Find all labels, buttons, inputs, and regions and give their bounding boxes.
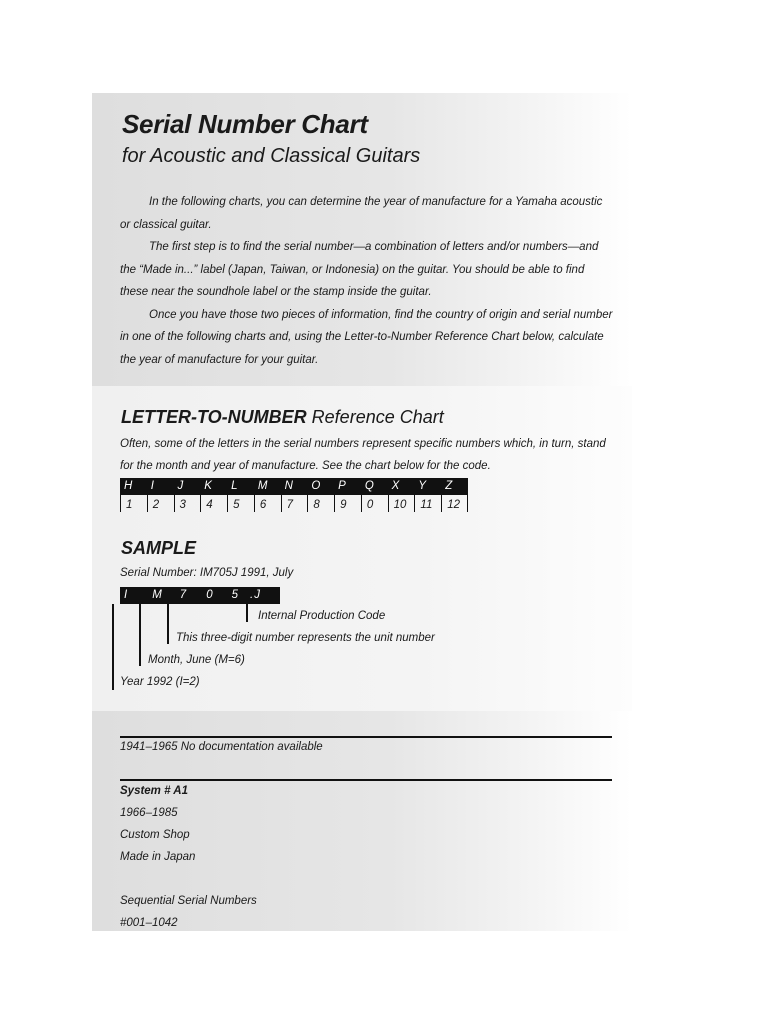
letter-cell: I bbox=[150, 480, 154, 492]
number-cell: 12 bbox=[441, 495, 468, 512]
note-production-code: Internal Production Code bbox=[258, 610, 386, 622]
month-leader-line bbox=[139, 604, 141, 666]
unit-leader-line bbox=[167, 604, 169, 644]
letter-cell: N bbox=[284, 480, 293, 492]
letter-cell: H bbox=[124, 480, 133, 492]
sample-code-bar bbox=[120, 587, 280, 604]
note-month: Month, June (M=6) bbox=[148, 654, 245, 666]
letter-cell: M bbox=[257, 480, 268, 492]
letter-cell: Y bbox=[418, 480, 427, 492]
letter-to-number-heading-bold: LETTER-TO-NUMBER bbox=[121, 407, 307, 427]
number-cell: 11 bbox=[414, 495, 441, 512]
system-a1-origin: Made in Japan bbox=[120, 851, 196, 863]
page-content bbox=[92, 93, 632, 931]
sample-char: 5 bbox=[231, 589, 239, 601]
letter-cell: J bbox=[177, 480, 184, 492]
numbers-row bbox=[120, 495, 468, 512]
sample-heading: SAMPLE bbox=[121, 538, 197, 558]
sample-char: 7 bbox=[179, 589, 187, 601]
letter-cell: P bbox=[338, 480, 346, 492]
note-year: Year 1992 (I=2) bbox=[120, 676, 200, 688]
letter-cell: X bbox=[391, 480, 400, 492]
scanned-page bbox=[92, 93, 632, 931]
system-a1-years: 1966–1985 bbox=[120, 807, 178, 819]
intro-text bbox=[120, 191, 615, 371]
number-cell: 2 bbox=[147, 495, 174, 512]
letter-cell: O bbox=[311, 480, 321, 492]
intro-paragraph: The first step is to find the serial number—a combination of letters and/or numbers—and the “Made in...” label (Japan, Taiwan, or Indonesia) on the guitar. You should be able to find these near the soundhole label or the stamp inside the guitar. bbox=[120, 241, 599, 298]
sample-char: 0 bbox=[206, 589, 213, 601]
intro-paragraph: Once you have those two pieces of information, find the country of origin and serial number in one of the following charts and, using the Letter-to-Number Reference Chart below, calculate the year of manufacture for your guitar. bbox=[120, 308, 613, 366]
year-leader-line bbox=[112, 604, 114, 690]
sample-char: . bbox=[250, 589, 254, 601]
system-a1-title: System # A1 bbox=[120, 785, 188, 797]
system-a1-serial-type: Sequential Serial Numbers bbox=[120, 895, 257, 907]
letter-cell: Z bbox=[445, 480, 453, 492]
letter-to-number-description: Often, some of the letters in the serial numbers represent specific numbers which, in turn, stand for the month and year of manufacture. See the chart below for the code. bbox=[120, 438, 606, 472]
number-cell: 6 bbox=[254, 495, 281, 512]
number-cell: 5 bbox=[227, 495, 254, 512]
sample-serial-line: Serial Number: IM705J 1991, July bbox=[120, 567, 294, 579]
page-subtitle: for Acoustic and Classical Guitars bbox=[122, 145, 421, 167]
letters-row bbox=[120, 478, 468, 495]
number-cell: 10 bbox=[388, 495, 415, 512]
letter-to-number-table bbox=[120, 478, 468, 512]
number-cell: 8 bbox=[307, 495, 334, 512]
sample-char: M bbox=[152, 589, 162, 601]
letter-cell: L bbox=[231, 480, 238, 492]
system-a1-shop: Custom Shop bbox=[120, 829, 190, 841]
number-cell: 9 bbox=[334, 495, 361, 512]
number-cell: 4 bbox=[200, 495, 227, 512]
divider bbox=[120, 736, 612, 738]
undocumented-line: 1941–1965 No documentation available bbox=[120, 741, 323, 753]
letter-to-number-heading-normal: Reference Chart bbox=[311, 407, 444, 427]
letter-cell: Q bbox=[364, 480, 374, 492]
number-cell: 3 bbox=[174, 495, 201, 512]
system-a1-serial-range: #001–1042 bbox=[120, 917, 178, 929]
production-leader-line bbox=[246, 604, 248, 622]
letter-to-number-heading bbox=[121, 407, 444, 428]
sample-char: I bbox=[124, 589, 128, 601]
note-unit-number: This three-digit number represents the unit number bbox=[176, 632, 435, 644]
letter-cell: K bbox=[204, 480, 212, 492]
intro-paragraph: In the following charts, you can determine the year of manufacture for a Yamaha acoustic or classical guitar. bbox=[120, 196, 603, 231]
number-cell: 0 bbox=[361, 495, 388, 512]
number-cell: 7 bbox=[281, 495, 308, 512]
page-title: Serial Number Chart bbox=[122, 109, 368, 139]
number-cell: 1 bbox=[120, 495, 147, 512]
sample-char: J bbox=[254, 589, 260, 601]
divider bbox=[120, 779, 612, 781]
